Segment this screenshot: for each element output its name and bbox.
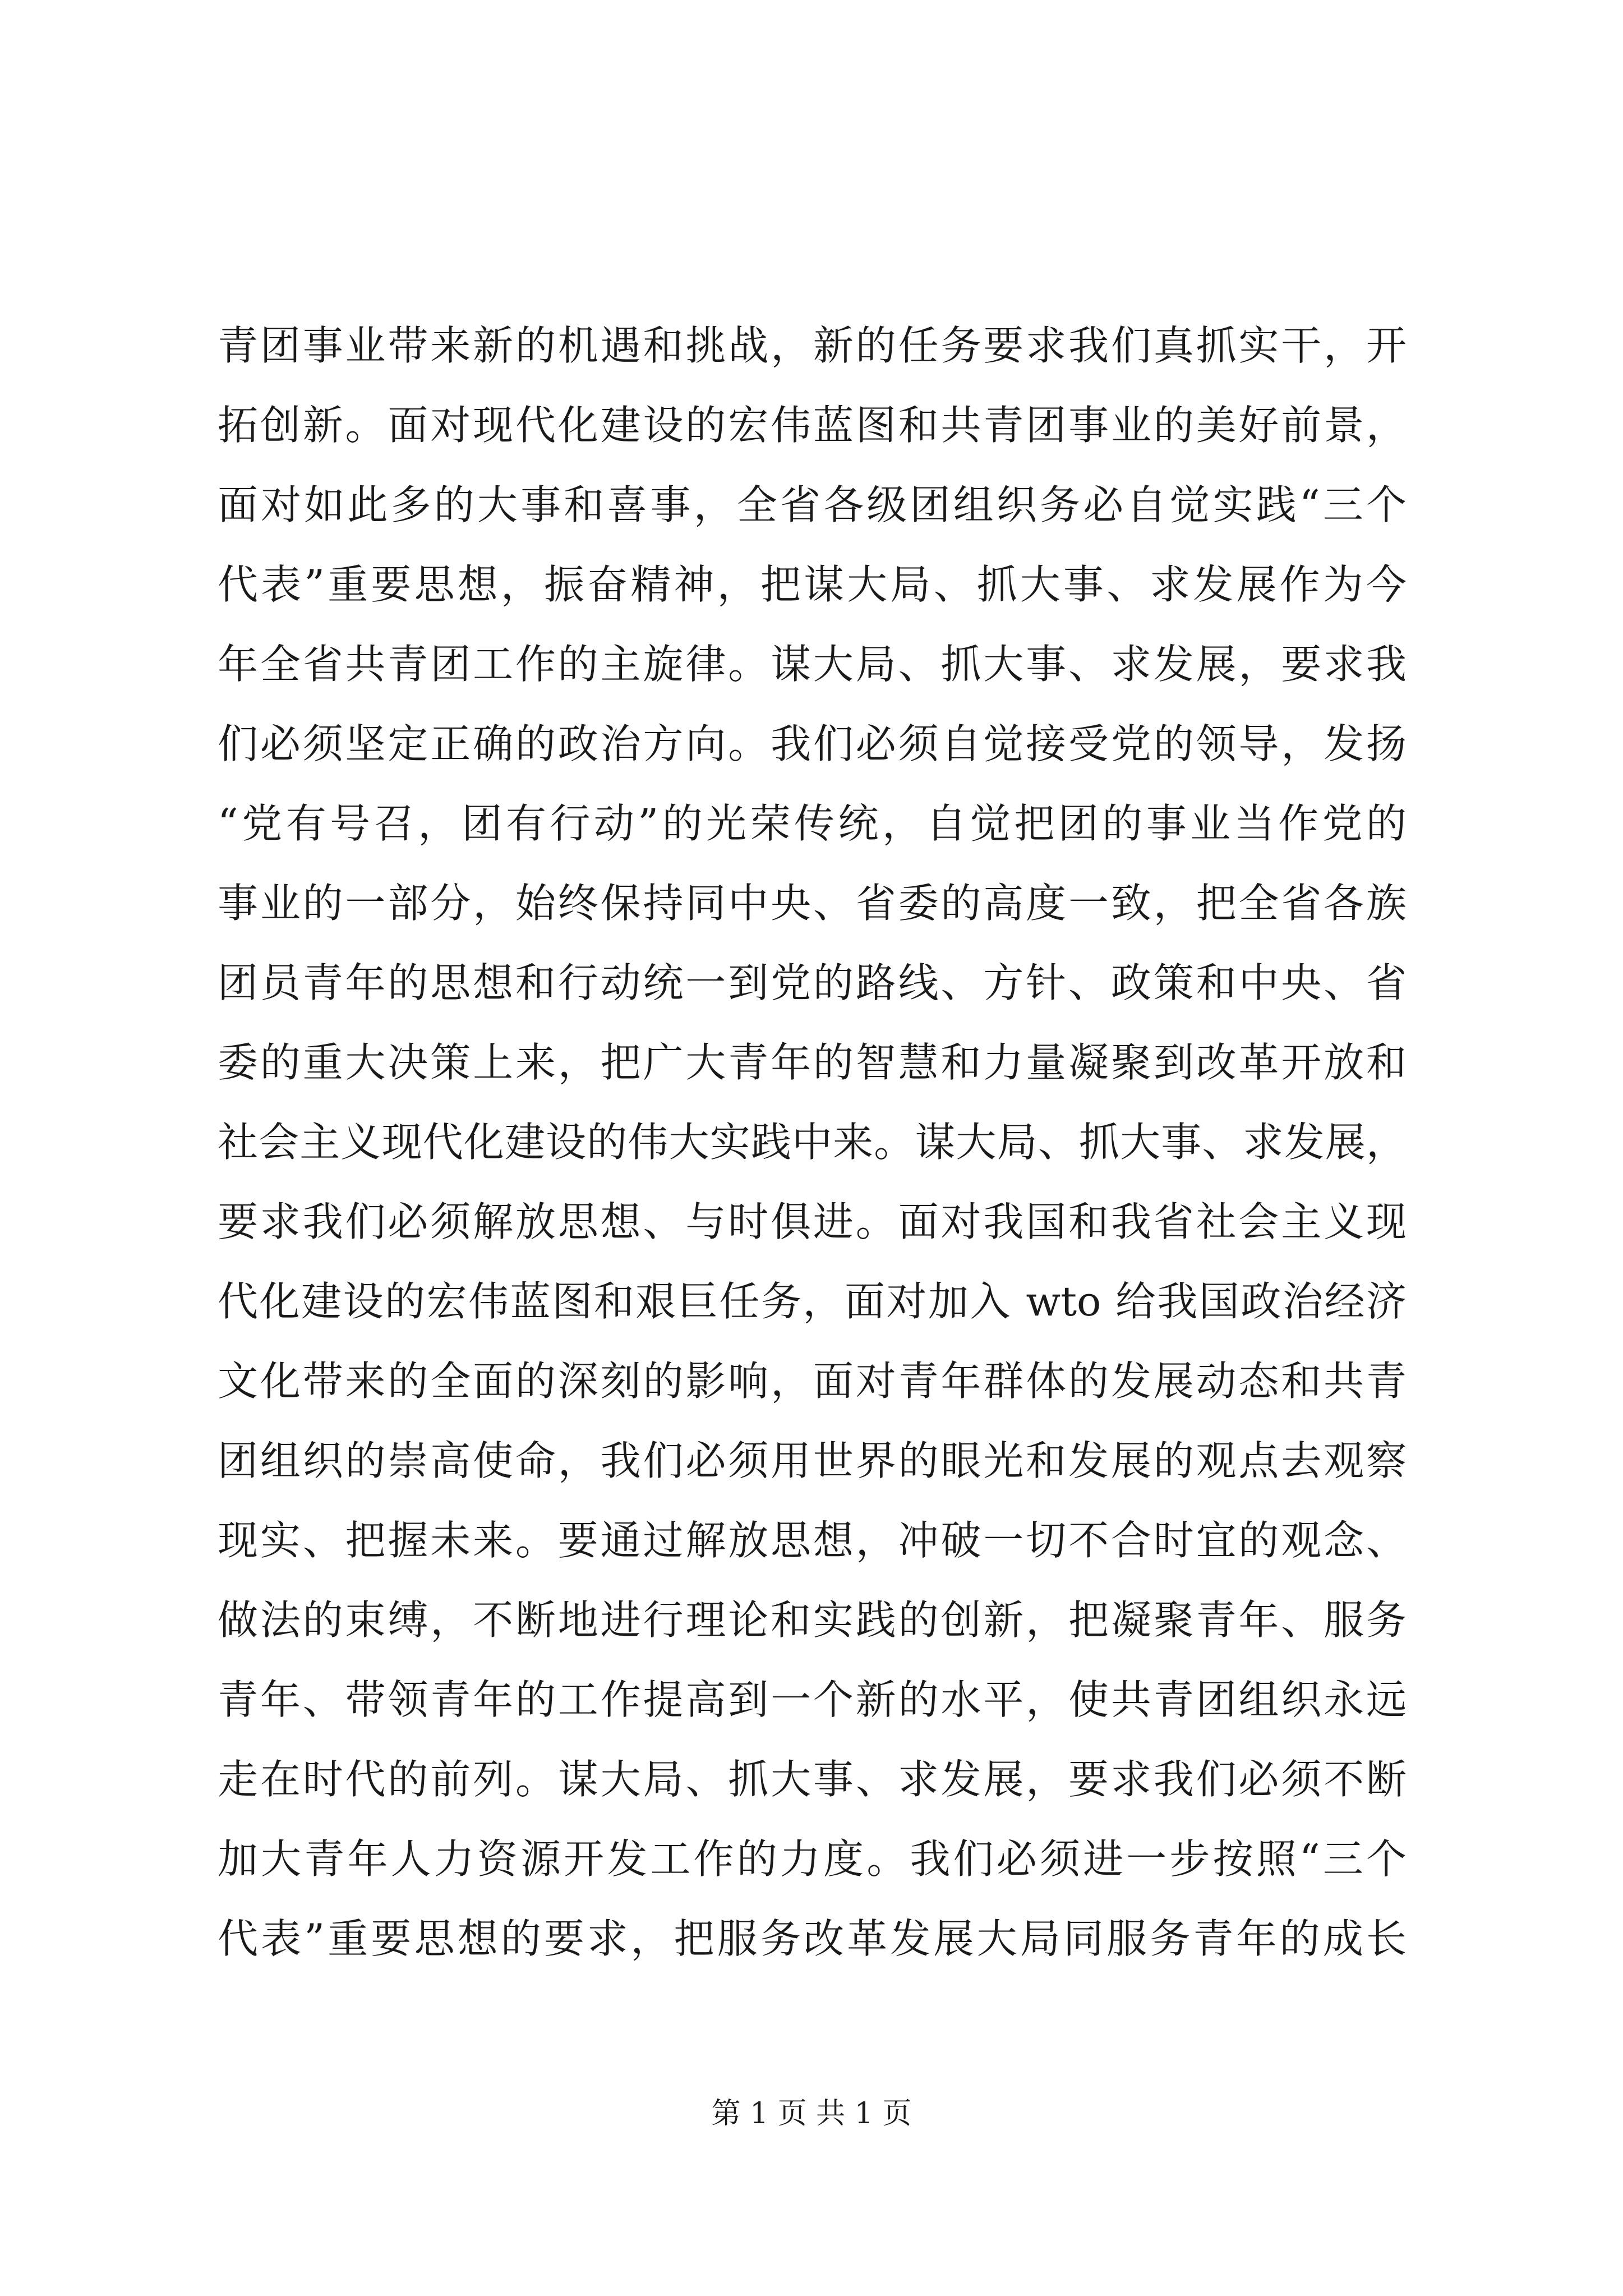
text-line: 面对如此多的大事和喜事，全省各级团组织务必自觉实践“三个 bbox=[218, 481, 1407, 528]
text-line: 代化建设的宏伟蓝图和艰巨任务，面对加入 wto 给我国政治经济 bbox=[218, 1278, 1407, 1325]
text-line: 年全省共青团工作的主旋律。谋大局、抓大事、求发展，要求我 bbox=[218, 641, 1407, 688]
text-line: 现实、把握未来。要通过解放思想，冲破一切不合时宜的观念、 bbox=[218, 1517, 1407, 1564]
page-number-footer: 第 1 页 共 1 页 bbox=[711, 2097, 912, 2131]
text-line: “党有号召，团有行动”的光荣传统，自觉把团的事业当作党的 bbox=[218, 800, 1407, 847]
text-line: 青团事业带来新的机遇和挑战，新的任务要求我们真抓实干，开 bbox=[218, 322, 1407, 369]
text-line: 文化带来的全面的深刻的影响，面对青年群体的发展动态和共青 bbox=[218, 1358, 1407, 1405]
text-line: 青年、带领青年的工作提高到一个新的水平，使共青团组织永远 bbox=[218, 1676, 1407, 1723]
text-line: 团员青年的思想和行动统一到党的路线、方针、政策和中央、省 bbox=[218, 959, 1407, 1006]
text-line: 事业的一部分，始终保持同中央、省委的高度一致，把全省各族 bbox=[218, 880, 1407, 927]
text-line: 拓创新。面对现代化建设的宏伟蓝图和共青团事业的美好前景， bbox=[218, 402, 1407, 449]
text-line: 代表”重要思想的要求，把服务改革发展大局同服务青年的成长 bbox=[218, 1915, 1407, 1962]
body-text bbox=[218, 306, 1407, 1978]
text-line: 社会主义现代化建设的伟大实践中来。谋大局、抓大事、求发展， bbox=[218, 1119, 1407, 1166]
text-line: 走在时代的前列。谋大局、抓大事、求发展，要求我们必须不断 bbox=[218, 1756, 1407, 1803]
text-line: 们必须坚定正确的政治方向。我们必须自觉接受党的领导，发扬 bbox=[218, 720, 1407, 767]
text-line: 代表”重要思想，振奋精神，把谋大局、抓大事、求发展作为今 bbox=[218, 561, 1407, 608]
text-line: 加大青年人力资源开发工作的力度。我们必须进一步按照“三个 bbox=[218, 1835, 1407, 1883]
text-line: 要求我们必须解放思想、与时俱进。面对我国和我省社会主义现 bbox=[218, 1198, 1407, 1245]
text-line: 团组织的崇高使命，我们必须用世界的眼光和发展的观点去观察 bbox=[218, 1437, 1407, 1484]
text-line: 委的重大决策上来，把广大青年的智慧和力量凝聚到改革开放和 bbox=[218, 1039, 1407, 1086]
text-line: 做法的束缚，不断地进行理论和实践的创新，把凝聚青年、服务 bbox=[218, 1596, 1407, 1644]
